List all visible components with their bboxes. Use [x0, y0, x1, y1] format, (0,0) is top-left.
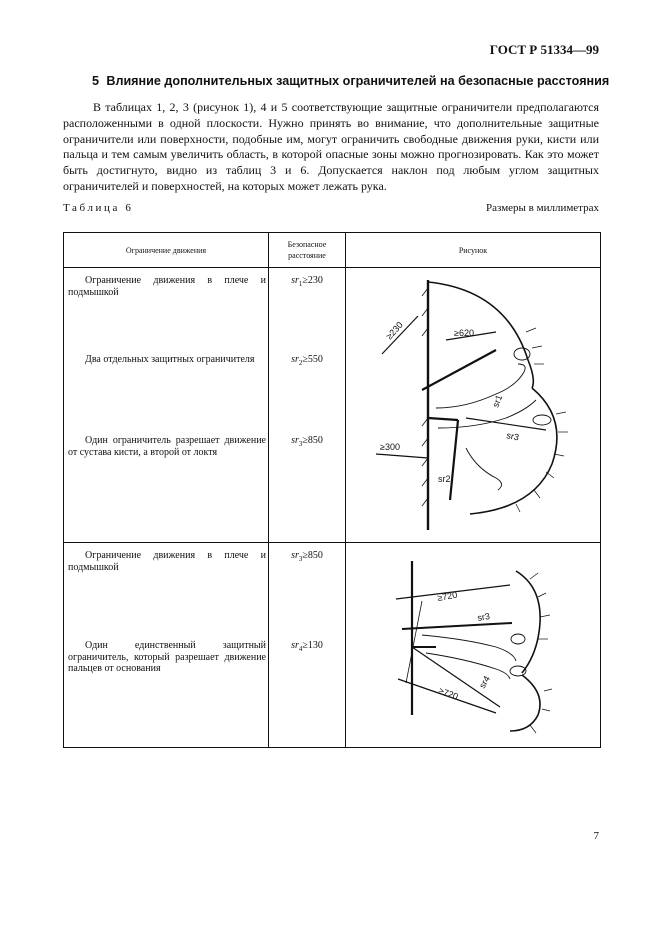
table-row	[64, 268, 601, 543]
figure-cell	[346, 543, 601, 748]
dimension-label: ≥720	[436, 589, 459, 603]
sr-label: sr4	[477, 674, 492, 690]
table-units: Размеры в миллиметрах	[486, 202, 599, 214]
sr-label: sr3	[476, 610, 491, 623]
body-paragraph: В таблицах 1, 2, 3 (рисунок 1), 4 и 5 соответствующие защитные ограничители предполагаются расположенными в одной плоскости. Нужно принять во внимание, что дополнительные защитные ограничители или поверхности, подобные им, могут ограничить свободные движения руки, кисти или пальца и тем самым увеличить область, в которой опасные зоны можно прогнозировать. Как это может быть достигнуто, видно из таблиц 3 и 6. Допускается наклон под любым углом защитных ограничителей и поверхностей, на которых может лежать рука.	[63, 100, 599, 193]
distance-value: $sr_2\ge 550$	[291, 354, 323, 367]
figure-cell	[346, 268, 601, 543]
dimension-label: ≥720	[437, 685, 460, 702]
table-row	[64, 543, 601, 748]
restriction-cell	[64, 543, 269, 748]
distance-value: $sr_1\ge 230$	[291, 275, 323, 288]
table-6	[63, 232, 601, 748]
page-number: 7	[593, 830, 599, 842]
header-figure: Рисунок	[346, 233, 601, 268]
arm-reach-figure-2	[346, 543, 599, 747]
distance-cell	[269, 543, 346, 748]
arm-reach-figure-1	[346, 268, 599, 542]
restriction-text: Один ограничитель разрешает движение от сустава кисти, а второй от локтя	[68, 435, 266, 458]
sr-label: sr1	[490, 393, 505, 409]
standard-number: ГОСТ Р 51334—99	[489, 42, 599, 57]
distance-value: $sr_3\ge 850$	[291, 550, 323, 563]
distance-value: $sr_4\ge 130$	[291, 640, 323, 653]
sr-label: sr2	[438, 474, 451, 484]
restriction-text: Два отдельных защитных ограничителя	[85, 354, 255, 365]
restriction-cell	[64, 268, 269, 543]
table-header-row	[64, 233, 601, 268]
restriction-text: Ограничение движения в плече и подмышкой	[68, 275, 266, 298]
dimension-label: ≥230	[384, 319, 405, 342]
dimension-label: ≥300	[380, 442, 400, 452]
header-restriction: Ограничение движения	[64, 233, 269, 268]
section-number: 5	[92, 74, 100, 88]
distance-cell	[269, 268, 346, 543]
section-title: Влияние дополнительных защитных ограничителей на безопасные расстояния	[106, 74, 610, 88]
section-heading	[92, 73, 609, 88]
restriction-text: Ограничение движения в плече и подмышкой	[68, 550, 266, 573]
distance-value: $sr_3\ge 850$	[291, 435, 323, 448]
table-caption: Таблица 6	[63, 202, 134, 214]
dimension-label: ≥620	[454, 328, 474, 338]
restriction-text: Один единственный защитный ограничитель, который разрешает движение пальцев от основания	[68, 640, 266, 674]
header-safe-distance: Безопасное расстояние	[269, 233, 346, 268]
sr-label: sr3	[505, 430, 520, 443]
